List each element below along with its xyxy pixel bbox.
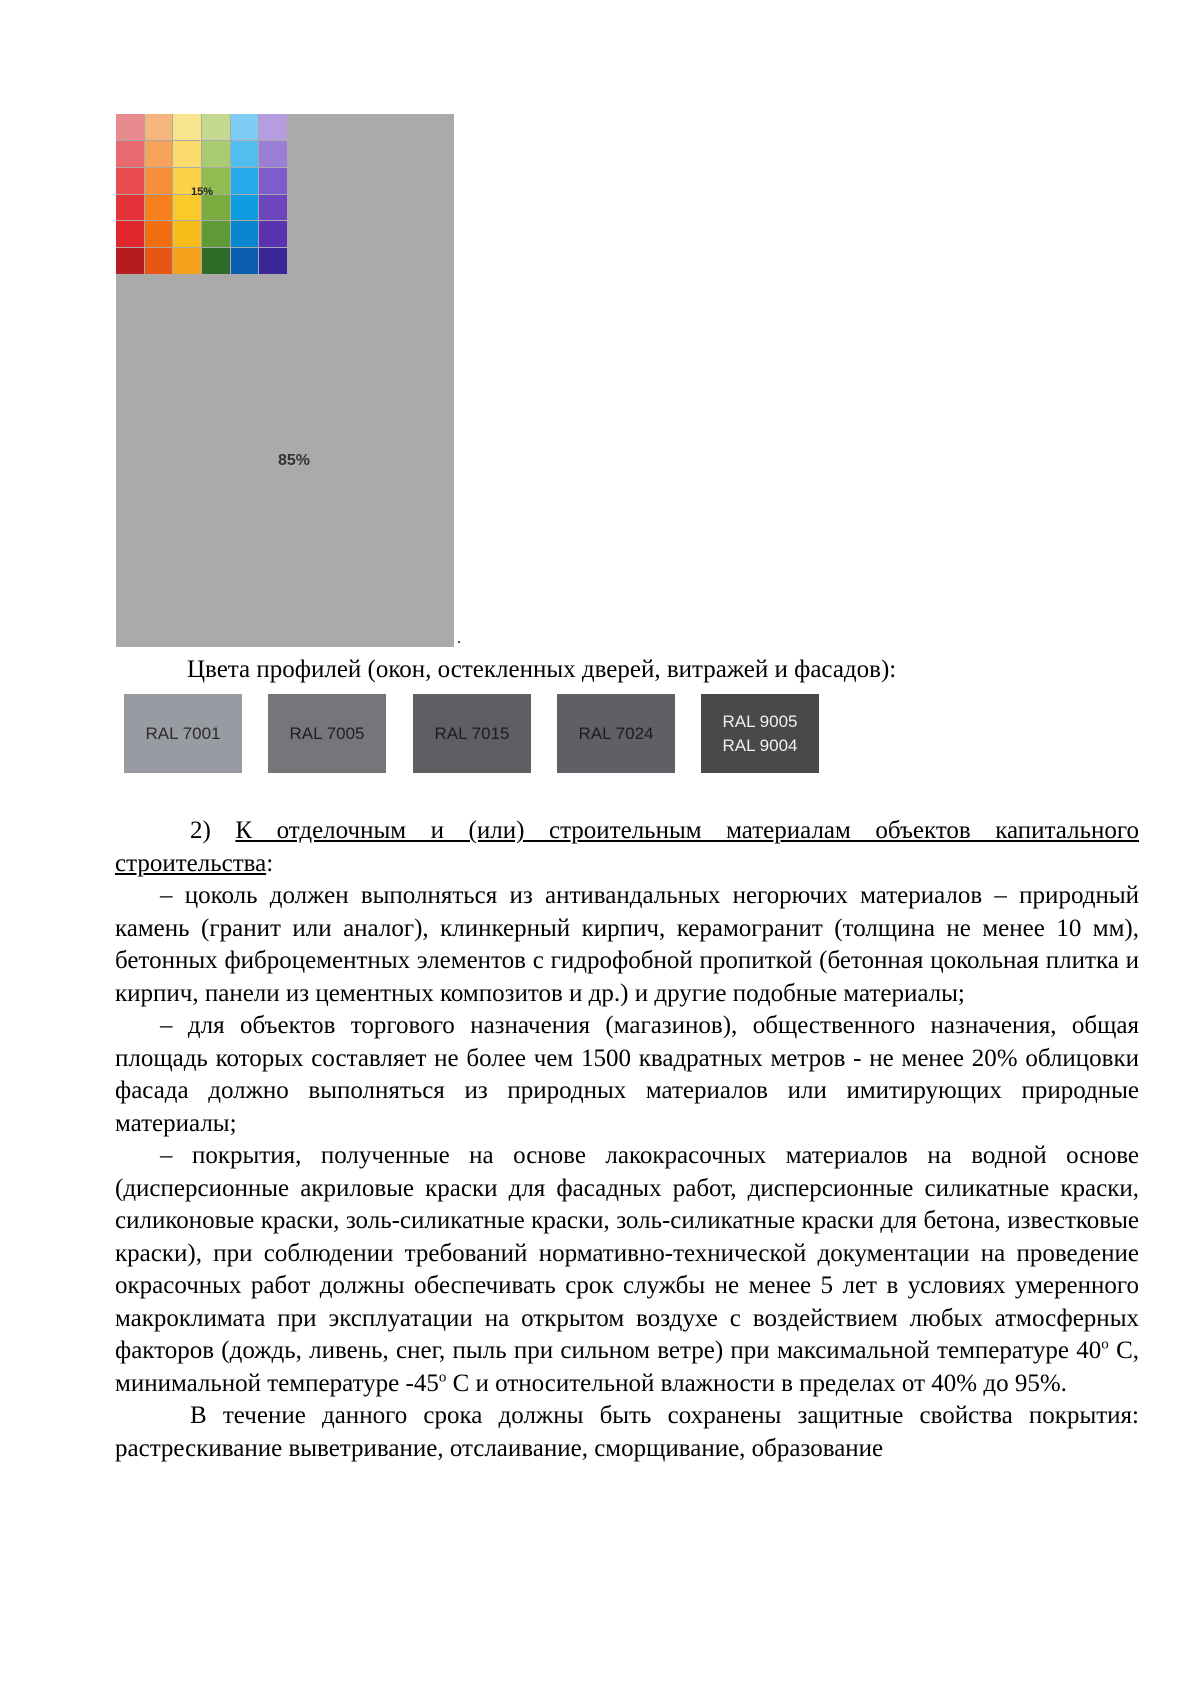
ral-swatch xyxy=(557,694,675,773)
section-colon: : xyxy=(266,849,274,877)
profile-colors-caption: Цвета профилей (окон, остекленных дверей, витражей и фасадов): xyxy=(187,656,897,683)
color-cell xyxy=(173,141,201,167)
color-cell xyxy=(231,195,259,221)
color-cell xyxy=(145,195,173,221)
bullet-text: С и относительной влажности в пределах от 40% до 95%. xyxy=(446,1369,1067,1397)
color-cell xyxy=(202,114,230,140)
color-palette-figure xyxy=(116,114,454,647)
color-cell xyxy=(202,221,230,247)
color-cell xyxy=(173,248,201,274)
color-cell xyxy=(173,114,201,140)
color-cell xyxy=(259,248,287,274)
ral-swatch-label: RAL 9004 xyxy=(722,735,798,755)
color-cell xyxy=(259,168,287,194)
ral-swatch-label: RAL 7001 xyxy=(145,723,221,743)
bullet-text: С, минимальной температуре -45 xyxy=(115,1337,1139,1397)
color-cell xyxy=(145,168,173,194)
section-title: К отделочным и (или) строительным материалам объектов капитального строительства xyxy=(115,817,1139,877)
ral-swatches xyxy=(124,694,824,774)
ral-swatch xyxy=(268,694,386,773)
ral-swatch-label: RAL 7005 xyxy=(289,723,365,743)
bullet-text: – покрытия, полученные на основе лакокрасочных материалов на водной основе (дисперсионные акриловые краски для фасадных работ, дисперсионные силикатные краски, силиконовые краски, золь-силикатные краски, золь-силикатные краски для бетона, известковые краски), при соблюдении требований нормативно-технической документации на проведение окрасочных работ должны обеспечивать срок службы не менее 5 лет в условиях умеренного макроклимата при эксплуатации на открытом воздухе с воздействием любых атмосферных факторов (дождь, ливень, снег, пыль при сильном ветре) при максимальной температуре 40 xyxy=(115,1142,1139,1364)
bullet-item: – для объектов торгового назначения (магазинов), общественного назначения, общая площадь которых составляет не более чем 1500 квадратных метров - не менее 20% облицовки фасада должно выполняться из природных материалов или имитирующих природные материалы; xyxy=(115,1012,1139,1137)
color-cell xyxy=(231,248,259,274)
base-percentage-label: 85% xyxy=(277,452,311,469)
color-cell xyxy=(145,248,173,274)
color-cell xyxy=(259,141,287,167)
color-cell xyxy=(145,141,173,167)
ral-swatch xyxy=(413,694,531,773)
color-cell xyxy=(116,114,144,140)
degree-superscript: o xyxy=(438,1369,447,1386)
color-cell xyxy=(116,221,144,247)
color-cell xyxy=(259,114,287,140)
color-cell xyxy=(259,221,287,247)
color-cell xyxy=(202,248,230,274)
section-2-heading xyxy=(115,815,1139,880)
ral-swatch xyxy=(124,694,242,773)
color-cell xyxy=(173,195,201,221)
color-cell xyxy=(145,114,173,140)
section-number: 2) xyxy=(190,817,236,844)
bullet-item xyxy=(115,1140,1139,1400)
degree-superscript: o xyxy=(1101,1336,1109,1353)
ral-swatch-label: RAL 9005 xyxy=(722,711,798,731)
ral-swatch xyxy=(701,694,819,773)
ral-swatch-label: RAL 7015 xyxy=(434,723,510,743)
color-cell xyxy=(259,195,287,221)
color-cell xyxy=(173,221,201,247)
color-cell xyxy=(231,141,259,167)
ral-swatch-label: RAL 7024 xyxy=(578,723,654,743)
color-cell xyxy=(145,221,173,247)
figure-trailing-dot: . xyxy=(457,630,461,647)
color-cell xyxy=(231,168,259,194)
color-cell xyxy=(116,248,144,274)
color-cell xyxy=(116,141,144,167)
color-cell xyxy=(231,221,259,247)
color-cell xyxy=(202,141,230,167)
color-cell xyxy=(231,114,259,140)
accent-percentage-label: 15% xyxy=(190,186,214,198)
color-cell xyxy=(116,195,144,221)
bullet-item: – цоколь должен выполняться из антивандальных негорючих материалов – природный камень (гранит или аналог), клинкерный кирпич, керамогранит (толщина не менее 10 мм), бетонных фиброцементных элементов с гидрофобной пропиткой (бетонная цокольная плитка и кирпич, панели из цементных композитов и др.) и другие подобные материалы; xyxy=(115,882,1139,1007)
document-body xyxy=(115,815,1139,1465)
color-cell xyxy=(202,195,230,221)
paragraph: В течение данного срока должны быть сохранены защитные свойства покрытия: растрескивание выветривание, отслаивание, сморщивание, образование xyxy=(115,1402,1139,1462)
color-cell xyxy=(116,168,144,194)
